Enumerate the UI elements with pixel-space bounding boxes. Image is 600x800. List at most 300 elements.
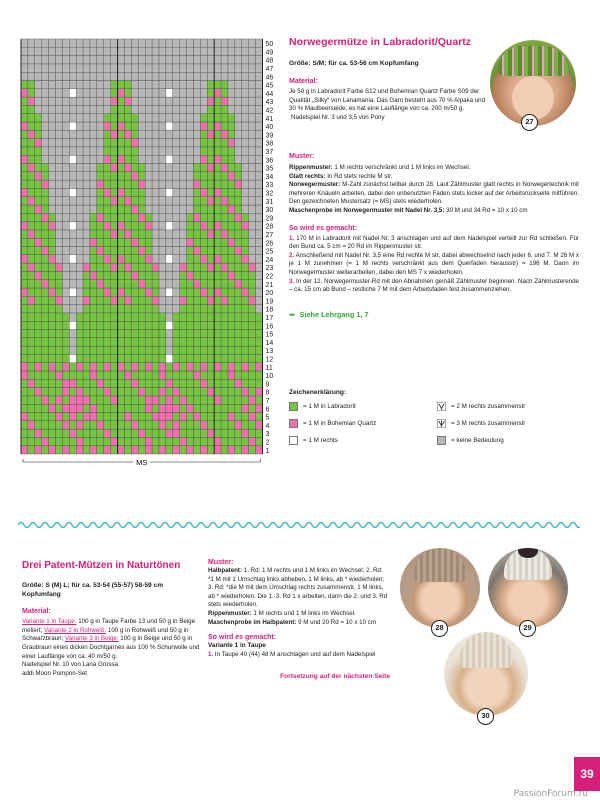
chart-cell	[111, 89, 118, 97]
chart-cell	[76, 305, 83, 313]
chart-cell	[131, 446, 138, 454]
white-square-icon	[289, 436, 298, 445]
chart-cell	[21, 222, 28, 230]
chart-cell	[49, 421, 56, 429]
chart-cell	[35, 139, 42, 147]
chart-cell	[138, 413, 145, 421]
chart-cell	[249, 305, 256, 313]
chart-cell	[125, 39, 132, 47]
chart-cell	[235, 172, 242, 180]
chart-cell	[118, 213, 125, 221]
chart-cell	[28, 271, 35, 279]
chart-cell	[152, 56, 159, 64]
chart-cell	[256, 105, 263, 113]
chart-cell	[76, 321, 83, 329]
chart-cell	[131, 213, 138, 221]
chart-cell	[131, 188, 138, 196]
chart-cell	[125, 105, 132, 113]
chart-cell	[111, 263, 118, 271]
chart-cell	[56, 421, 63, 429]
chart-cell	[200, 437, 207, 445]
chart-cell	[180, 371, 187, 379]
chart-cell	[207, 388, 214, 396]
chart-cell	[104, 139, 111, 147]
chart-cell	[221, 222, 228, 230]
chart-cell	[131, 437, 138, 445]
chart-cell	[256, 263, 263, 271]
chart-cell	[76, 47, 83, 55]
chart-cell	[97, 363, 104, 371]
fortsetzung-text: Fortsetzung auf der nächsten Seite	[280, 673, 390, 681]
chart-cell	[235, 330, 242, 338]
chart-cell	[69, 122, 76, 130]
chart-cell	[125, 81, 132, 89]
chart-cell	[21, 64, 28, 72]
chart-cell	[97, 388, 104, 396]
siehe-lehrgang-link[interactable]	[289, 304, 579, 322]
chart-cell	[214, 147, 221, 155]
chart-cell	[249, 197, 256, 205]
chart-cell	[214, 354, 221, 362]
chart-cell	[62, 346, 69, 354]
chart-cell	[69, 437, 76, 445]
chart-cell	[152, 280, 159, 288]
chart-cell	[242, 247, 249, 255]
chart-cell	[207, 437, 214, 445]
chart-cell	[207, 56, 214, 64]
chart-cell	[90, 130, 97, 138]
chart-cell	[235, 396, 242, 404]
chart-cell	[35, 255, 42, 263]
chart-cell	[194, 130, 201, 138]
chart-cell	[90, 114, 97, 122]
chart-cell	[200, 363, 207, 371]
chart-cell	[166, 188, 173, 196]
knitting-chart-svg	[18, 36, 286, 476]
chart-cell	[166, 296, 173, 304]
chart-cell	[104, 305, 111, 313]
chart-cell	[138, 222, 145, 230]
chart-cell	[83, 105, 90, 113]
chart-cell	[28, 89, 35, 97]
chart-cell	[159, 205, 166, 213]
chart-cell	[159, 288, 166, 296]
chart-cell	[166, 404, 173, 412]
chart-cell	[138, 205, 145, 213]
chart-cell	[152, 354, 159, 362]
chart-cell	[166, 56, 173, 64]
knitting-chart	[18, 36, 286, 476]
chart-cell	[21, 47, 28, 55]
chart-cell	[138, 72, 145, 80]
chart-cell	[187, 238, 194, 246]
row-number-label: 1	[265, 447, 270, 455]
chart-cell	[159, 413, 166, 421]
chart-cell	[35, 222, 42, 230]
chart-cell	[173, 296, 180, 304]
chart-cell	[249, 288, 256, 296]
chart-cell	[42, 321, 49, 329]
chart-cell	[76, 72, 83, 80]
chart-cell	[97, 222, 104, 230]
chart-cell	[104, 429, 111, 437]
chart-cell	[131, 81, 138, 89]
chart-cell	[131, 371, 138, 379]
chart-cell	[214, 56, 221, 64]
chart-cell	[180, 437, 187, 445]
chart-cell	[207, 346, 214, 354]
row-number-label: 19	[265, 298, 274, 306]
chart-cell	[145, 97, 152, 105]
chart-cell	[166, 437, 173, 445]
chart-cell	[69, 56, 76, 64]
chart-cell	[104, 396, 111, 404]
chart-cell	[214, 222, 221, 230]
chart-cell	[173, 354, 180, 362]
chart-cell	[187, 105, 194, 113]
chart-cell	[42, 188, 49, 196]
chart-cell	[214, 213, 221, 221]
chart-cell	[249, 296, 256, 304]
chart-cell	[35, 56, 42, 64]
chart-cell	[111, 330, 118, 338]
chart-cell	[173, 429, 180, 437]
chart-cell	[249, 155, 256, 163]
chart-cell	[180, 105, 187, 113]
variante2-text: 100 g in Rohweiß und 50 g in Schwarzbraun;	[22, 626, 189, 643]
chart-cell	[173, 446, 180, 454]
chart-cell	[242, 230, 249, 238]
chart-cell	[90, 56, 97, 64]
chart-cell	[207, 114, 214, 122]
chart-cell	[104, 230, 111, 238]
chart-cell	[49, 388, 56, 396]
chart-cell	[118, 172, 125, 180]
chart-cell	[56, 247, 63, 255]
chart-cell	[166, 238, 173, 246]
chart-cell	[235, 437, 242, 445]
chart-cell	[28, 363, 35, 371]
chart-cell	[21, 205, 28, 213]
chart-cell	[97, 396, 104, 404]
chart-cell	[221, 404, 228, 412]
chart-cell	[35, 296, 42, 304]
chart-cell	[200, 164, 207, 172]
chart-cell	[56, 446, 63, 454]
chart-cell	[104, 56, 111, 64]
chart-cell	[214, 238, 221, 246]
chart-cell	[242, 421, 249, 429]
chart-cell	[235, 238, 242, 246]
chart-cell	[200, 72, 207, 80]
chart-cell	[104, 105, 111, 113]
chart-cell	[194, 47, 201, 55]
chart-cell	[221, 97, 228, 105]
row-number-label: 39	[265, 132, 274, 140]
chart-cell	[214, 47, 221, 55]
chart-cell	[166, 114, 173, 122]
chart-cell	[159, 97, 166, 105]
chart-cell	[111, 388, 118, 396]
chart-cell	[21, 379, 28, 387]
chart-cell	[131, 230, 138, 238]
row-number-label: 11	[265, 364, 273, 372]
chart-cell	[28, 321, 35, 329]
chart-cell	[145, 388, 152, 396]
chart-cell	[62, 429, 69, 437]
chart-cell	[138, 47, 145, 55]
chart-cell	[97, 354, 104, 362]
chart-cell	[97, 155, 104, 163]
chart-cell	[56, 197, 63, 205]
chart-cell	[35, 288, 42, 296]
chart-cell	[97, 446, 104, 454]
chart-cell	[56, 205, 63, 213]
chart-cell	[249, 122, 256, 130]
chart-cell	[138, 338, 145, 346]
row-number-label: 13	[265, 348, 274, 356]
chart-cell	[118, 396, 125, 404]
chart-cell	[97, 81, 104, 89]
chart-cell	[131, 379, 138, 387]
chart-cell	[104, 81, 111, 89]
chart-cell	[228, 280, 235, 288]
chart-cell	[111, 97, 118, 105]
row-number-label: 24	[265, 256, 274, 264]
chart-cell	[125, 346, 132, 354]
chart-cell	[249, 114, 256, 122]
chart-cell	[221, 313, 228, 321]
chart-cell	[111, 421, 118, 429]
chart-cell	[166, 97, 173, 105]
chart-cell	[56, 122, 63, 130]
chart-cell	[21, 263, 28, 271]
chart-cell	[83, 47, 90, 55]
chart-cell	[42, 313, 49, 321]
chart-cell	[69, 47, 76, 55]
chart-cell	[131, 222, 138, 230]
chart-cell	[97, 330, 104, 338]
chart-cell	[90, 413, 97, 421]
chart-cell	[104, 213, 111, 221]
chart-cell	[21, 147, 28, 155]
legend-label: = 3 M rechts zusammenstr	[451, 420, 526, 427]
chart-cell	[76, 188, 83, 196]
chart-cell	[187, 247, 194, 255]
chart-cell	[159, 130, 166, 138]
chart-cell	[138, 164, 145, 172]
chart-cell	[166, 105, 173, 113]
chart-cell	[111, 56, 118, 64]
chart-cell	[173, 379, 180, 387]
chart-cell	[173, 321, 180, 329]
chart-cell	[249, 429, 256, 437]
fortsetzung-link[interactable]	[208, 665, 390, 683]
chart-cell	[200, 172, 207, 180]
chart-cell	[90, 72, 97, 80]
chart-cell	[131, 164, 138, 172]
chart-cell	[35, 379, 42, 387]
chart-cell	[145, 81, 152, 89]
chart-cell	[200, 313, 207, 321]
chart-cell	[187, 172, 194, 180]
chart-cell	[187, 321, 194, 329]
chart-cell	[56, 429, 63, 437]
chart-cell	[228, 47, 235, 55]
chart-cell	[35, 354, 42, 362]
chart-cell	[35, 396, 42, 404]
chart-cell	[69, 421, 76, 429]
chart-cell	[194, 247, 201, 255]
chart-cell	[131, 122, 138, 130]
row-number-label: 45	[265, 82, 274, 90]
chart-cell	[152, 238, 159, 246]
chart-cell	[97, 130, 104, 138]
chart-cell	[173, 396, 180, 404]
chart-cell	[111, 114, 118, 122]
chart-cell	[83, 89, 90, 97]
chart-cell	[180, 238, 187, 246]
chart-cell	[42, 205, 49, 213]
chart-cell	[131, 89, 138, 97]
chart-cell	[138, 147, 145, 155]
chart-cell	[249, 139, 256, 147]
chart-cell	[90, 271, 97, 279]
chart-cell	[145, 429, 152, 437]
chart-cell	[221, 122, 228, 130]
chart-cell	[173, 105, 180, 113]
chart-cell	[42, 180, 49, 188]
chart-cell	[56, 155, 63, 163]
chart-cell	[180, 230, 187, 238]
chart-cell	[180, 404, 187, 412]
chart-cell	[131, 429, 138, 437]
pattern2-material-head: Material:	[22, 608, 51, 616]
chart-cell	[221, 255, 228, 263]
chart-cell	[166, 388, 173, 396]
chart-cell	[104, 388, 111, 396]
chart-cell	[111, 280, 118, 288]
chart-cell	[42, 164, 49, 172]
chart-cell	[76, 429, 83, 437]
chart-cell	[21, 130, 28, 138]
chart-cell	[90, 263, 97, 271]
chart-cell	[173, 346, 180, 354]
chart-cell	[83, 388, 90, 396]
chart-cell	[49, 114, 56, 122]
chart-cell	[90, 330, 97, 338]
chart-cell	[21, 180, 28, 188]
chart-cell	[56, 413, 63, 421]
chart-cell	[42, 255, 49, 263]
legend-item-keine	[437, 434, 504, 447]
chart-cell	[159, 437, 166, 445]
chart-cell	[180, 222, 187, 230]
row-number-label: 22	[265, 273, 274, 281]
chart-cell	[42, 429, 49, 437]
chart-cell	[152, 139, 159, 147]
chart-cell	[235, 130, 242, 138]
chart-cell	[131, 64, 138, 72]
chart-cell	[228, 421, 235, 429]
chart-cell	[187, 97, 194, 105]
chart-cell	[90, 421, 97, 429]
chart-cell	[56, 288, 63, 296]
variante1-text: 100 g in Taupe Farbe 13 und 50 g in Beige meliert;	[22, 618, 196, 634]
chart-cell	[131, 114, 138, 122]
siehe-lehrgang-text: Siehe Lehrgang 1, 7	[299, 309, 369, 319]
chart-cell	[159, 330, 166, 338]
chart-cell	[125, 180, 132, 188]
chart-cell	[56, 56, 63, 64]
chart-cell	[242, 321, 249, 329]
chart-cell	[228, 64, 235, 72]
chart-cell	[242, 81, 249, 89]
chart-cell	[35, 413, 42, 421]
chart-cell	[56, 363, 63, 371]
chart-cell	[125, 56, 132, 64]
row-number-label: 47	[265, 66, 274, 73]
step1-text: 170 M in Labradorit mit Nadel Nr. 3 anschlagen und auf dem Nadelspiel verteilt zur Rd schließen. Für den Bund ca. 5 cm = 20 Rd im Rippenmuster str.	[289, 234, 579, 251]
chart-cell	[145, 247, 152, 255]
chart-cell	[242, 338, 249, 346]
chart-cell	[42, 89, 49, 97]
chart-cell	[249, 188, 256, 196]
chart-cell	[83, 338, 90, 346]
chart-cell	[256, 330, 263, 338]
chart-cell	[221, 346, 228, 354]
row-number-label: 29	[265, 215, 274, 223]
step3-text: In der 12. Norwegermuster-Rd mit den Abnahmen gemäß Zählmuster beginnen. Nach Zählmusterende – ca. 15 cm ab Bund – restliche 7 M mit dem Arbeitsfaden fest zusammenziehen.	[289, 277, 579, 294]
chart-cell	[256, 47, 263, 55]
pattern2-size2: Kopfumfang	[22, 590, 61, 598]
chart-cell	[42, 363, 49, 371]
chart-cell	[242, 72, 249, 80]
chart-cell	[138, 421, 145, 429]
chart-cell	[83, 247, 90, 255]
hat-photo-28	[400, 548, 480, 628]
chart-cell	[249, 172, 256, 180]
chart-cell	[152, 363, 159, 371]
chart-cell	[228, 105, 235, 113]
chart-cell	[62, 114, 69, 122]
chart-cell	[228, 247, 235, 255]
pattern1-muster	[289, 152, 579, 322]
chart-cell	[152, 172, 159, 180]
chart-cell	[28, 421, 35, 429]
chart-cell	[35, 81, 42, 89]
chart-cell	[173, 64, 180, 72]
chart-cell	[28, 56, 35, 64]
chart-cell	[200, 263, 207, 271]
chart-cell	[159, 421, 166, 429]
chart-cell	[69, 155, 76, 163]
photo-badge-30: 30	[477, 708, 494, 725]
chart-cell	[152, 188, 159, 196]
chart-cell	[104, 255, 111, 263]
chart-cell	[228, 354, 235, 362]
chart-cell	[228, 446, 235, 454]
chart-cell	[111, 230, 118, 238]
chart-cell	[49, 404, 56, 412]
chart-cell	[194, 64, 201, 72]
legend-item-bohemian	[289, 417, 376, 430]
chart-cell	[152, 446, 159, 454]
chart-cell	[145, 288, 152, 296]
chart-cell	[90, 147, 97, 155]
chart-cell	[69, 371, 76, 379]
chart-cell	[62, 379, 69, 387]
